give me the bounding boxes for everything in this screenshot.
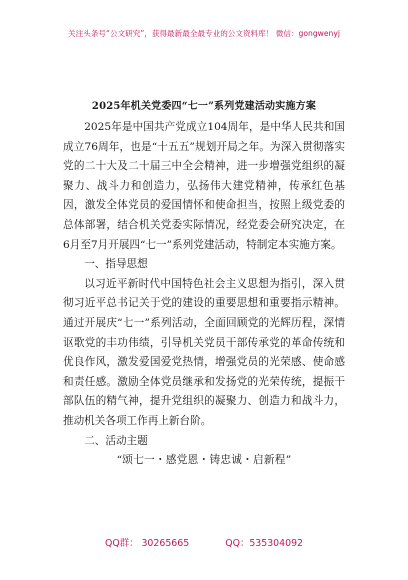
activity-theme-text: “颂七一・感党恩・铸忠诚・启新程” bbox=[116, 454, 292, 467]
intro-paragraph: 2025年是中国共产党成立104周年，是中华人民共和国成立76周年，也是“十五五”规划开局之年。为深入贯彻落实党的二十大及二十届三中全会精神，进一步增强党组织的凝聚力、战斗力和创造力，弘扬伟大建党精神，传承红色基因，激发全体党员的爱国情怀和使命担当，按照上级党委的总体部署，结合机关党委实际情况，经党委会研究决定，在6月至7月开展四“七一”系列党建活动，特制定本实施方案。 bbox=[63, 121, 345, 251]
guiding-ideology-paragraph: 以习近平新时代中国特色社会主义思想为指引，深入贯彻习近平总书记关于党的建设的重要思想和重要指示精神。通过开展庆“七一”系列活动，全面回顾党的光辉历程，深情讴歌党的丰功伟绩，引导机关党员干部传承党的革命传统和优良作风，激发爱国爱党热情，增强党员的光荣感、使命感和责任感。激励全体党员继承和发扬党的光荣传统，提振干部队伍的精气神，提升党组织的凝聚力、创造力和战斗力，推动机关各项工作再上新台阶。 bbox=[63, 277, 345, 427]
footer-contact bbox=[0, 535, 408, 549]
document-body bbox=[63, 118, 345, 471]
footer-qq-number: QQ：535304092 bbox=[225, 538, 304, 549]
document-title: 2025年机关党委四“七一”系列党建活动实施方案 bbox=[91, 101, 317, 112]
footer-qq-group: QQ群： 30265665 bbox=[104, 538, 190, 549]
section-heading-activity-theme: 二、活动主题 bbox=[84, 434, 148, 447]
section-heading-guiding-ideology: 一、指导思想 bbox=[84, 258, 148, 271]
header-banner: 关注头条号“公文研究”，获得最新最全最专业的公文资料库！ 微信：gongwenyj bbox=[68, 29, 340, 38]
